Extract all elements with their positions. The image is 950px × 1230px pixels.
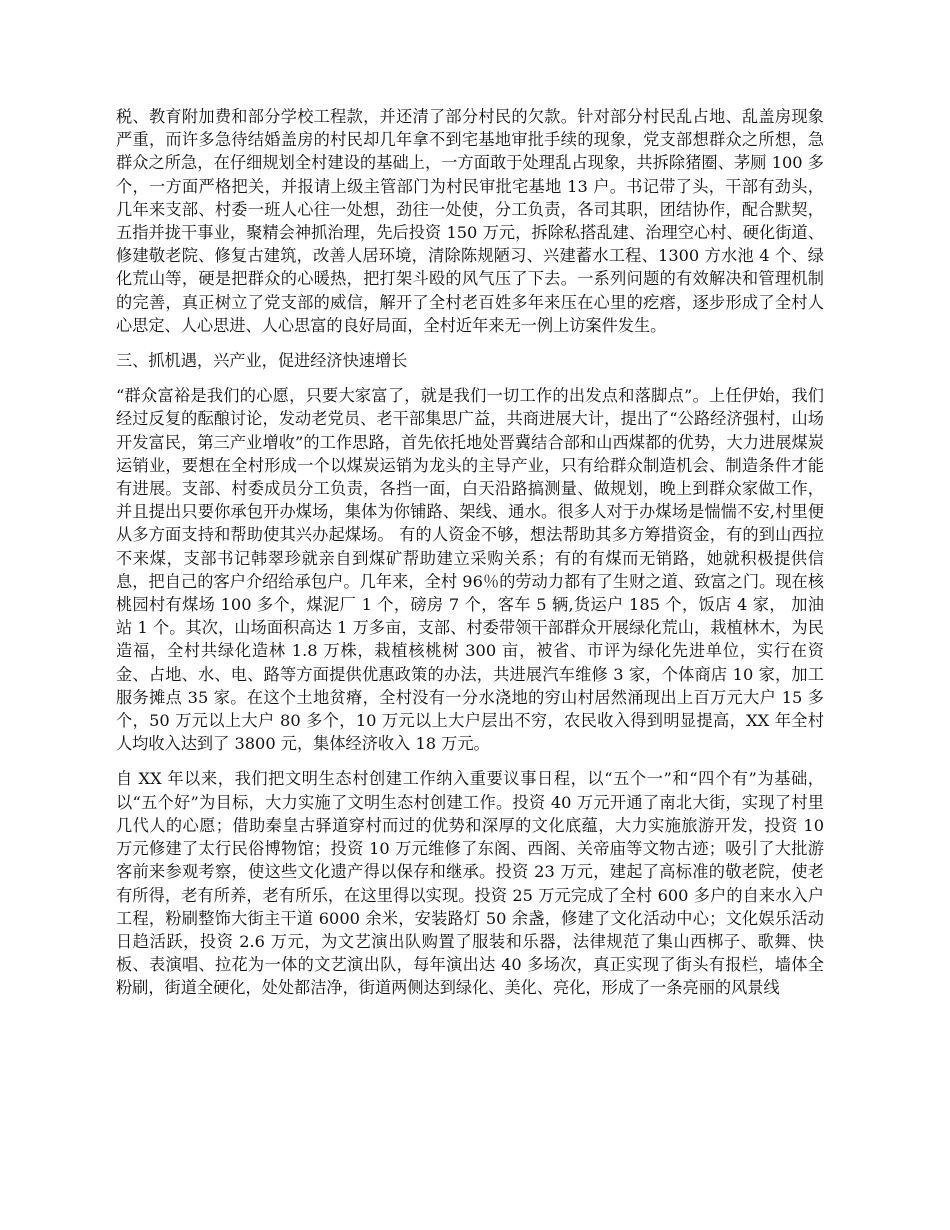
section-heading-3: 三、抓机遇，兴产业，促进经济快速增长 [116, 351, 408, 371]
body-paragraph-2: “群众富裕是我们的心愿，只要大家富了，就是我们一切工作的出发点和落脚点”。上任伊始，我们经过反复的酝酿讨论，发动老党员、老干部集思广益，共商进展大计，提出了“公路经济强村，山场开发富民，第三产业增收”的工作思路，首先依托地处晋冀结合部和山西煤都的优势，大力进展煤炭运销业，要想在全村形成一个以煤炭运销为龙头的主导产业，只有给群众制造机会、制造条件才能有进展。支部、村委成员分工负责，各挡一面，白天沿路搞测量、做规划，晚上到群众家做工作，并且提出只要你承包开办煤场，集体为你铺路、架线、通水。很多人对于办煤场是惴惴不安,村里便从多方面支持和帮助使其兴办起煤场。 有的人资金不够，想法帮助其多方筹措资金，有的到山西拉不来煤，支部书记韩翠珍就亲自到煤矿帮助建立采购关系；有的有煤而无销路，她就积极提供信息，把自己的客户介绍给承包户。几年来，全村 96％的劳动力都有了生财之道、致富之门。现在核桃园村有煤场 100 多个，煤泥厂 1 个，磅房 7 个，客车 5 辆,货运户 185 个，饭店 4 家， 加油站 1 个。其次，山场面积高达 1 万多亩，支部、村委带领干部群众开展绿化荒山，栽植林木，为民造福，全村共绿化造林 1.8 万株，栽植核桃树 300 亩，被省、市评为绿化先进单位，实行在资金、占地、水、电、路等方面提供优惠政策的办法，共进展汽车维修 3 家，个体商店 10 家，加工服务摊点 35 家。在这个土地贫瘠，全村没有一分水浇地的穷山村居然涌现出上百万元大户 15 多个，50 万元以上大户 80 多个，10 万元以上大户层出不穷，农民收入得到明显提高，XX 年全村人均收入达到了 3800 元，集体经济收入 18 万元。 [116, 386, 824, 754]
body-paragraph-3: 自 XX 年以来，我们把文明生态村创建工作纳入重要议事日程，以“五个一”和“四个有”为基础，以“五个好”为目标，大力实施了文明生态村创建工作。投资 40 万元开通了南北大街，实现了村里几代人的心愿；借助秦皇古驿道穿村而过的优势和深厚的文化底蕴，大力实施旅游开发，投资 10 万元修建了太行民俗博物馆；投资 10 万元维修了东阁、西阁、关帝庙等文物古迹；吸引了大批游客前来参观考察，使这些文化遗产得以保存和继承。投资 23 万元，建起了高标准的敬老院，使老有所得，老有所养，老有所乐，在这里得以实现。投资 25 万元完成了全村 600 多户的自来水入户工程，粉刷整饰大街主干道 6000 余米，安装路灯 50 余盏，修建了文化活动中心；文化娱乐活动日趋活跃，投资 2.6 万元，为文艺演出队购置了服装和乐器，法律规范了集山西梆子、歌舞、快板、表演唱、拉花为一体的文艺演出队，每年演出达 40 多场次，真正实现了街头有报栏，墙体全粉刷，街道全硬化，处处都洁净，街道两侧达到绿化、美化、亮化，形成了一条亮丽的风景线 [116, 769, 824, 998]
body-paragraph-1: 税、教育附加费和部分学校工程款，并还清了部分村民的欠款。针对部分村民乱占地、乱盖房现象严重，而许多急待结婚盖房的村民却几年拿不到宅基地审批手续的现象，党支部想群众之所想，急群众之所急，在仔细规划全村建设的基础上，一方面敢于处理乱占现象，共拆除猪圈、茅厕 100 多个，一方面严格把关，并报请上级主管部门为村民审批宅基地 13 户。书记带了头，干部有劲头，几年来支部、村委一班人心往一处想，劲往一处使，分工负责，各司其职，团结协作，配合默契，五指并拢干事业，聚精会神抓治理，先后投资 150 万元，拆除私搭乱建、治理空心村、硬化街道、修建敬老院、修复古建筑，改善人居环境，清除陈规陋习、兴建蓄水工程、1300 方水池 4 个、绿化荒山等，硬是把群众的心暖热，把打架斗殴的风气压了下去。一系列问题的有效解决和管理机制的完善，真正树立了党支部的威信，解开了全村老百姓多年来压在心里的疙瘩，逐步形成了全村人心思定、人心思进、人心思富的良好局面，全村近年来无一例上访案件发生。 [116, 107, 824, 335]
